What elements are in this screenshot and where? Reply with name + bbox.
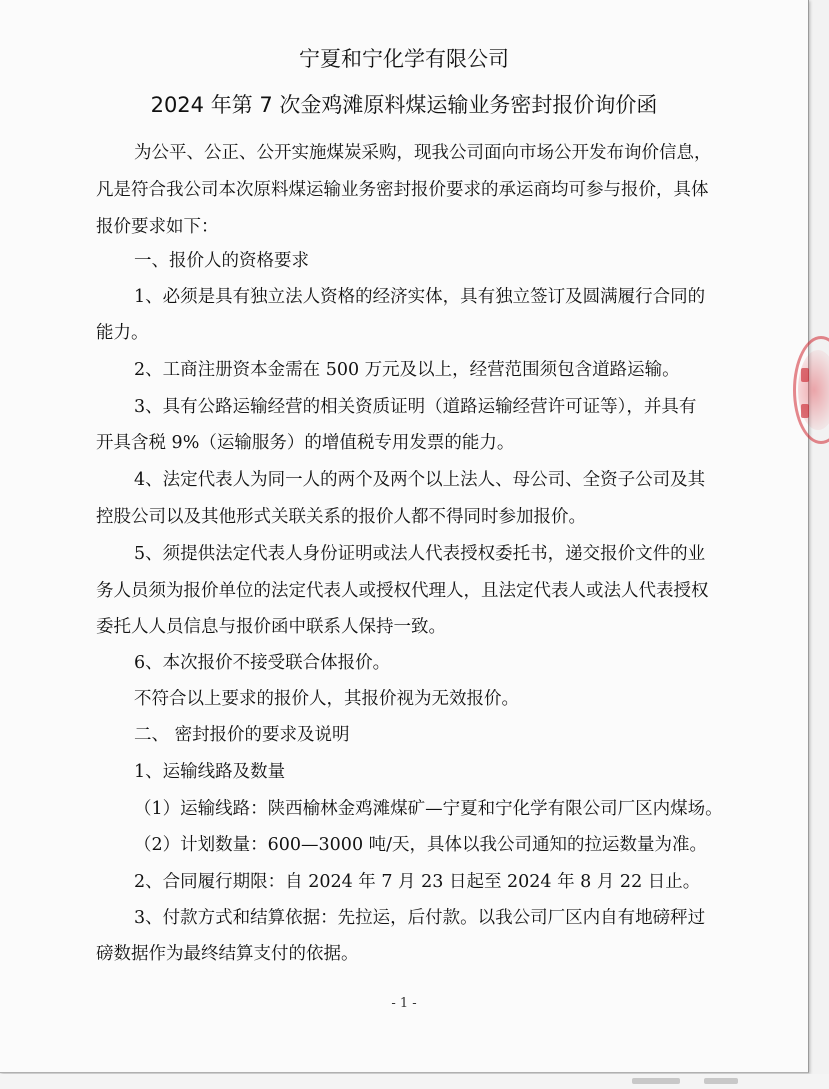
document-title: 2024 年第 7 次金鸡滩原料煤运输业务密封报价询价函: [150, 93, 658, 117]
scan-edge-mark: [632, 1078, 680, 1084]
body-line: 1、运输线路及数量: [134, 762, 286, 782]
company-title: 宁夏和宁化学有限公司: [299, 47, 509, 71]
scan-edge-mark: [704, 1078, 738, 1084]
body-line: 1、必须是具有独立法人资格的经济实体，具有独立签订及圆满履行合同的: [134, 287, 706, 307]
intro-line: 凡是符合我公司本次原料煤运输业务密封报价要求的承运商均可参与报价，具体: [96, 180, 709, 200]
section-heading: 二、 密封报价的要求及说明: [134, 725, 350, 745]
body-line: 委托人人员信息与报价函中联系人保持一致。: [96, 617, 446, 637]
red-seal-character: [801, 368, 809, 382]
body-line: 2、合同履行期限：自 2024 年 7 月 23 日起至 2024 年 8 月 22 日止。: [134, 872, 701, 892]
body-line: 能力。: [96, 323, 149, 343]
body-line: 6、本次报价不接受联合体报价。: [134, 653, 391, 673]
intro-line: 报价要求如下：: [96, 217, 219, 237]
body-line: 磅数据作为最终结算支付的依据。: [96, 944, 359, 964]
body-line: （2）计划数量：600—3000 吨/天，具体以我公司通知的拉运数量为准。: [134, 835, 708, 855]
body-line: 控股公司以及其他形式关联关系的报价人都不得同时参加报价。: [96, 507, 586, 527]
body-line: 开具含税 9%（运输服务）的增值税专用发票的能力。: [96, 433, 515, 453]
section-heading: 一、报价人的资格要求: [134, 251, 309, 271]
red-seal-character: [801, 404, 809, 418]
body-line: 3、具有公路运输经营的相关资质证明（道路运输经营许可证等），并具有: [134, 397, 697, 417]
page-number: - 1 -: [391, 996, 417, 1011]
intro-line: 为公平、公正、公开实施煤炭采购，现我公司面向市场公开发布询价信息，: [134, 143, 712, 163]
body-line: 务人员须为报价单位的法定代表人或授权代理人，且法定代表人或法人代表授权: [96, 581, 709, 601]
body-line: 5、须提供法定代表人身份证明或法人代表授权委托书，递交报价文件的业: [134, 544, 706, 564]
body-line: 不符合以上要求的报价人，其报价视为无效报价。: [134, 689, 519, 709]
body-line: （1）运输线路：陕西榆林金鸡滩煤矿—宁夏和宁化学有限公司厂区内煤场。: [134, 799, 723, 819]
body-line: 2、工商注册资本金需在 500 万元及以上，经营范围须包含道路运输。: [134, 360, 680, 380]
body-line: 4、法定代表人为同一人的两个及两个以上法人、母公司、全资子公司及其: [134, 470, 706, 490]
body-line: 3、付款方式和结算依据：先拉运，后付款。以我公司厂区内自有地磅秤过: [134, 908, 706, 928]
